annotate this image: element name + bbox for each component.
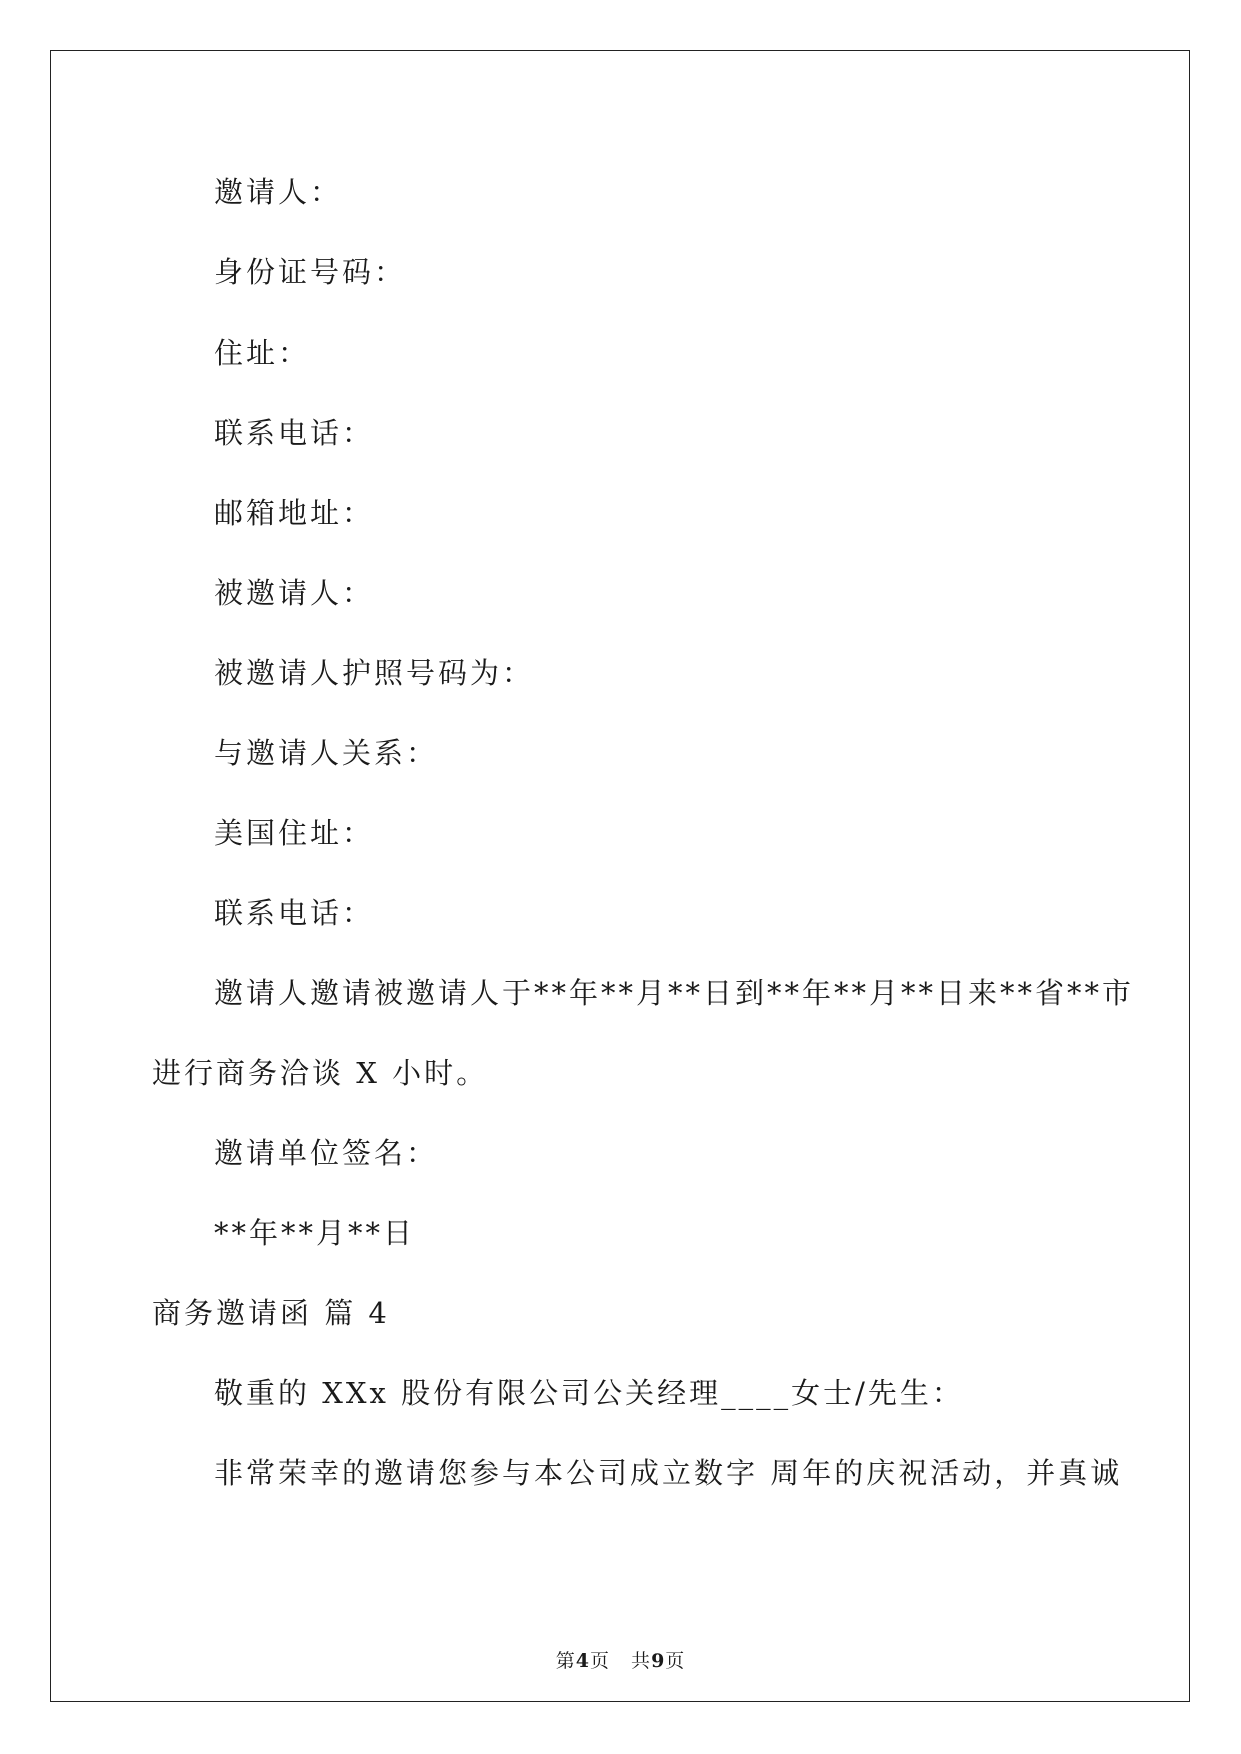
date-line: **年**月**日 (214, 1216, 416, 1250)
footer-prefix: 第 (555, 1650, 576, 1672)
invitee-label: 被邀请人： (214, 576, 375, 610)
relationship-label: 与邀请人关系： (214, 736, 439, 770)
salutation-line: 敬重的 XXx 股份有限公司公关经理____女士/先生： (214, 1376, 964, 1410)
total-pages-number: 9 (651, 1650, 666, 1672)
passport-number-label: 被邀请人护照号码为： (214, 656, 535, 690)
body-text-line-1: 非常荣幸的邀请您参与本公司成立数字 周年的庆祝活动，并真诚 (214, 1456, 1123, 1490)
current-page-number: 4 (575, 1650, 590, 1672)
footer-suffix: 页 (665, 1650, 686, 1672)
inviter-label: 邀请人： (214, 175, 343, 209)
phone-label: 联系电话： (214, 416, 375, 450)
signature-label: 邀请单位签名： (214, 1136, 439, 1170)
address-label: 住址： (214, 336, 311, 370)
invitee-phone-label: 联系电话： (214, 896, 375, 930)
page-footer (0, 1646, 1241, 1673)
invitation-text-line-2: 进行商务洽谈 X 小时。 (152, 1056, 489, 1090)
section-heading: 商务邀请函 篇 4 (152, 1296, 390, 1330)
invitation-text-line-1: 邀请人邀请被邀请人于**年**月**日到**年**月**日来**省**市 (214, 976, 1135, 1010)
us-address-label: 美国住址： (214, 816, 375, 850)
id-number-label: 身份证号码： (214, 255, 407, 289)
footer-middle: 页 共 (589, 1650, 652, 1672)
email-label: 邮箱地址： (214, 496, 375, 530)
